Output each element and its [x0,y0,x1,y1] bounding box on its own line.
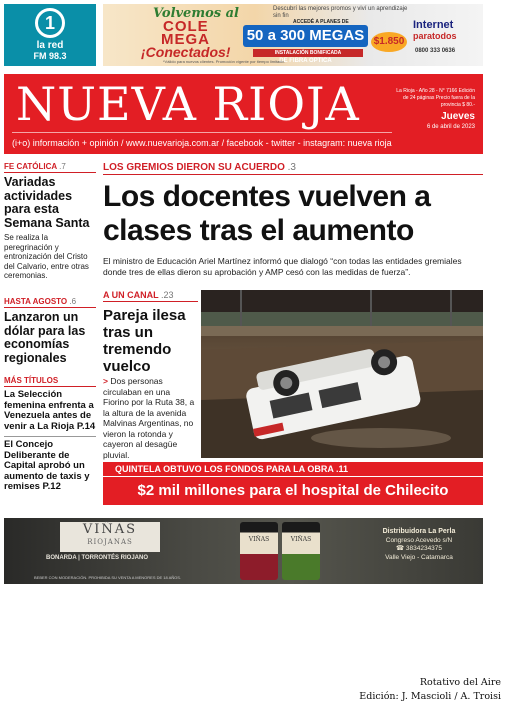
left-story-1[interactable] [4,162,96,281]
internet-ad-banner[interactable] [103,4,483,66]
page-ref: .7 [59,162,66,171]
main-story-body: El ministro de Educación Ariel Martínez informó que dialogó “con todas las entidades gremiales donde tres de ellas dieron su aprobación y AMP cesó con las medidas de fuerza”. [103,256,462,277]
ad-accede: ACCEDÉ A PLANES DE [293,19,349,25]
page-credits [359,676,501,704]
wine-ad-banner[interactable] [4,518,483,584]
accident-photo-illustration [201,290,483,458]
distributor-info [364,528,474,562]
ad-price: $1.850 [371,32,407,52]
credit-line-1: Rotativo del Aire [419,677,501,688]
wine-ad-fine-print: BEBER CON MODERACIÓN. PROHIBIDA SU VENTA A MENORES DE 18 AÑOS. [34,575,182,580]
ad-brand [413,20,457,42]
ad-cole: COLE [163,18,209,35]
photo-water [311,428,451,448]
radio-logo-line1: la red [36,40,64,51]
section-label [4,297,96,308]
bar-story-headline[interactable]: $2 mil millones para el hospital de Chilecito [103,477,483,505]
story-body: Se realiza la peregrinación y entronización del Cristo del Calvario, entre otras ceremonias. [4,233,89,280]
ad-mega: MEGA [161,31,210,48]
story-headline[interactable]: Variadas actividades para esta Semana Santa [4,175,90,230]
main-story-headline[interactable]: Los docentes vuelven a clases tras el aumento [103,180,431,247]
edition-date: 6 de abril de 2023 [426,124,475,130]
radio-logo-mark: 1 [35,8,65,38]
radio-logo[interactable] [4,4,96,66]
ad-brand-sub: paratodos [413,31,457,41]
credit-line-2: Edición: J. Mascioli / A. Troisi [359,691,501,702]
distributor-name: Distribuidora La Perla [382,528,456,535]
distributor-location: Valle Viejo - Catamarca [385,553,453,561]
main-story-kicker [103,162,483,175]
wine-bottle [282,522,320,580]
wine-brand-logo [60,522,160,552]
second-story-body [103,376,198,460]
section-label [4,162,96,173]
kicker-text: QUINTELA OBTUVO LOS FONDOS PARA LA OBRA [115,464,334,474]
body-text: Dos personas circulaban en una Fiorino por la Ruta 38, a la altura de la avenida Malvinas Argentinas, no vieron la rotonda y cayeron al desagüe pluvial. [103,376,195,460]
kicker-text: A UN CANAL [103,290,159,300]
accident-photo[interactable] [201,290,483,458]
masthead-tagline[interactable]: (i+o) información + opinión / www.nuevarioja.com.ar / facebook - twitter - instagram: nueva rioja [12,138,392,148]
photo-road-edge [201,312,483,326]
ad-brand-name: Internet [413,19,454,31]
radio-logo-line2: FM 98.3 [33,51,67,61]
distributor-phone: 3834234375 [405,545,443,552]
ad-conectados: ¡Conectados! [141,44,231,60]
newspaper-title[interactable]: NUEVA RIOJA [16,77,360,131]
ad-speed-sub: DE FIBRA ÓPTICA [279,58,332,64]
ad-phone: 0800 333 0636 [415,48,456,54]
masthead-divider [12,132,392,133]
ad-speed: 50 a 300 MEGAS [246,27,365,44]
left-story-2[interactable] [4,297,96,365]
bar-story-kicker [103,462,483,476]
page-ref: .23 [161,290,174,300]
page-ref: .6 [69,297,77,306]
story-headline[interactable]: Lanzaron un dólar para las economías regionales [4,310,86,365]
divider [4,436,96,437]
wine-varieties: BONARDA | TORRONTÉS RIOJANO [46,555,149,561]
page-ref: .11 [336,464,349,474]
distributor-address: Congreso Acevedo s/N [385,536,453,544]
masthead [4,74,483,154]
ad-install: INSTALACIÓN BONIFICADA [253,49,363,57]
more-title-item-2[interactable]: El Concejo Deliberante de Capital aprobó un aumento de taxis y remises P.12 [4,439,90,492]
more-title-item-1[interactable]: La Selección femenina enfrenta a Venezuela antes de venir a La Rioja P.14 [4,389,96,432]
ad-description: Descubrí las mejores promos y viví un aprendizaje sin fin [273,6,408,19]
wine-brand-sub: RIOJANAS [87,538,133,546]
bullet-arrow-icon: > [103,376,108,386]
ad-fine-print: *Válido para nuevos clientes. Promoción vigente por tiempo limitado. [163,59,285,64]
page-ref: .3 [287,162,296,173]
edition-day: Jueves [441,111,475,122]
second-story-headline[interactable]: Pareja ilesa tras un tremendo vuelco [103,307,186,375]
photo-curb [201,326,483,336]
kicker-text: LOS GREMIOS DIERON SU ACUERDO [103,162,285,173]
bottle-label: VIÑAS [248,536,270,543]
ad-headline: Volvemos al [153,6,239,21]
phone-icon: ☎ [395,545,406,552]
section-label: MÁS TÍTULOS [4,376,96,387]
wine-bottle [240,522,278,580]
section-name: FE CATÓLICA [4,162,57,171]
wine-brand-name: VIÑAS [82,522,138,537]
edition-meta: La Rioja - Año 28 - N° 7166 Edición de 24 páginas Precio fuera de la provincia $ 80.- [396,88,475,108]
section-name: HASTA AGOSTO [4,297,68,306]
bottle-label: VIÑAS [290,536,312,543]
second-story-kicker [103,290,198,302]
left-more-titles [4,376,96,493]
